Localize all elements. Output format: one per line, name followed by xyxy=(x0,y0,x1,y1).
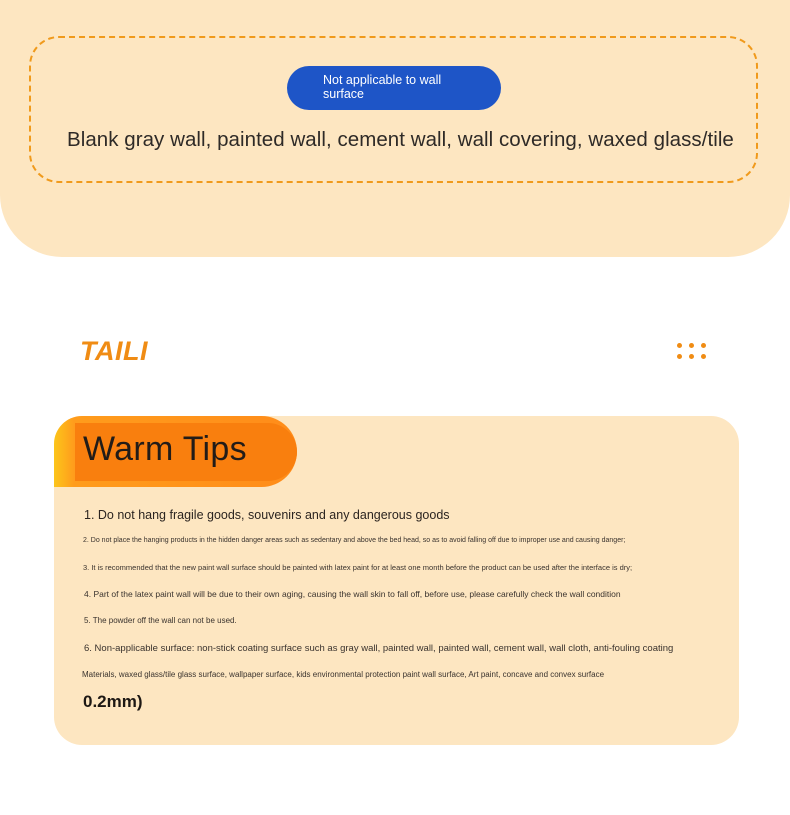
warm-tips-title: Warm Tips xyxy=(83,430,247,468)
tip-line: 6. Non-applicable surface: non-stick coating surface such as gray wall, painted wall, painted wall, cement wall, wall cloth, anti-fouling coating xyxy=(84,643,674,654)
tip-line: 2. Do not place the hanging products in the hidden danger areas such as sedentary and above the bed head, so as to avoid falling off due to improper use and causing danger; xyxy=(83,537,626,544)
tip-line: Materials, waxed glass/tile glass surface, wallpaper surface, kids environmental protection paint wall surface, Art paint, concave and convex surface xyxy=(82,670,605,679)
taili-logo: TAILI xyxy=(80,336,148,366)
surfaces-list: Blank gray wall, painted wall, cement wall, wall covering, waxed glass/tile xyxy=(67,128,734,151)
warm-tips-card xyxy=(54,416,739,745)
tip-line: 5. The powder off the wall can not be used. xyxy=(84,616,237,625)
dots-grid-icon xyxy=(677,343,709,361)
tip-line: 3. It is recommended that the new paint wall surface should be painted with latex paint for at least one month before the product can be used after the interface is dry; xyxy=(83,563,633,572)
not-applicable-badge xyxy=(287,66,501,110)
tip-line: 1. Do not hang fragile goods, souvenirs and any dangerous goods xyxy=(84,508,450,522)
tip-line: 4. Part of the latex paint wall will be due to their own aging, causing the wall skin to fall off, before use, please carefully check the wall condition xyxy=(84,589,621,599)
warm-tips-header xyxy=(54,416,297,487)
not-applicable-badge-label: Not applicable to wall surface xyxy=(323,73,442,101)
tip-line: 0.2mm) xyxy=(83,692,143,711)
